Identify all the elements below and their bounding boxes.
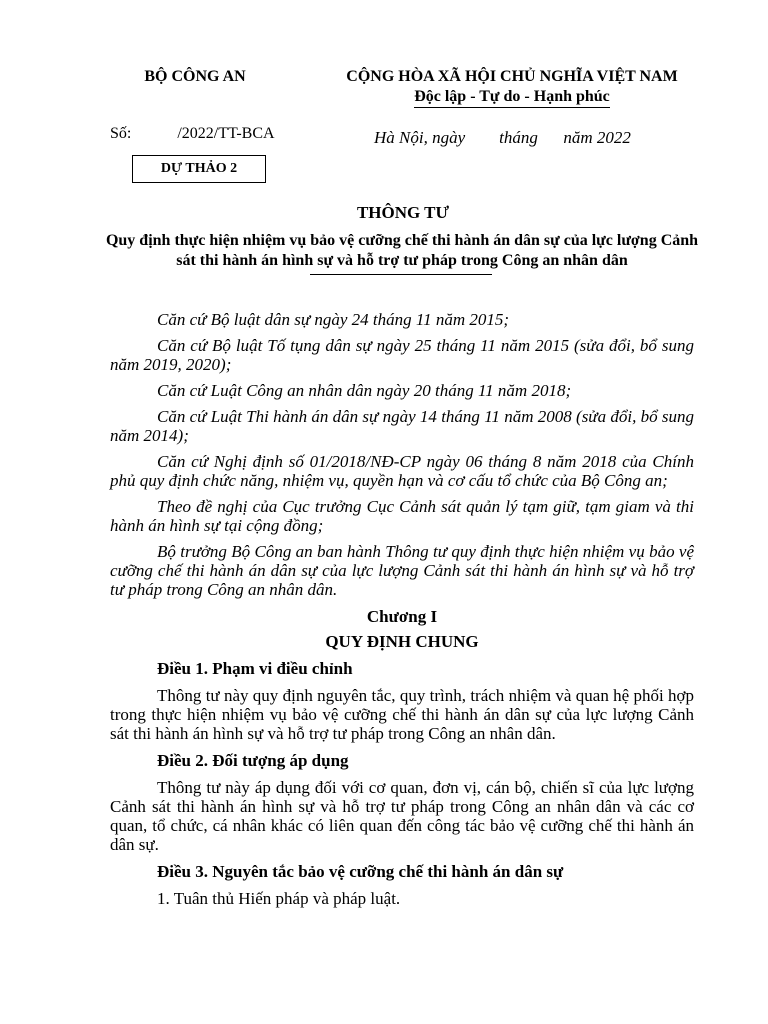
national-motto: Độc lập - Tự do - Hạnh phúc bbox=[414, 88, 610, 108]
article-heading: Điều 2. Đối tượng áp dụng bbox=[157, 751, 349, 770]
draft-badge: DỰ THẢO 2 bbox=[132, 155, 266, 183]
chapter-number: Chương I bbox=[366, 607, 438, 626]
document-number bbox=[110, 125, 275, 143]
chapter-title: QUY ĐỊNH CHUNG bbox=[325, 632, 479, 651]
nation-name: CỘNG HÒA XÃ HỘI CHỦ NGHĨA VIỆT NAM bbox=[346, 68, 678, 85]
document-type: THÔNG TƯ bbox=[356, 203, 450, 222]
national-heading bbox=[318, 68, 706, 108]
preamble-line: Căn cứ Luật Thi hành án dân sự ngày 14 tháng 11 năm 2008 (sửa đổi, bổ sung năm 2014); bbox=[110, 407, 694, 445]
title-divider bbox=[310, 274, 492, 275]
article-text: Thông tư này quy định nguyên tắc, quy trình, trách nhiệm và quan hệ phối hợp trong thực hiện nhiệm vụ bảo vệ cưỡng chế thi hành án dân sự của lực lượng Cảnh sát thi hành án hình sự và hỗ trợ tư pháp trong Công an nhân dân. bbox=[110, 686, 694, 743]
document-title: Quy định thực hiện nhiệm vụ bảo vệ cưỡng chế thi hành án dân sự của lực lượng Cảnh sát thi hành án hình sự và hỗ trợ tư pháp trong Công an nhân dân bbox=[105, 232, 699, 269]
preamble-line: Căn cứ Bộ luật Tố tụng dân sự ngày 25 tháng 11 năm 2015 (sửa đổi, bổ sung năm 2019, 2020); bbox=[110, 336, 694, 374]
preamble-line: Bộ trưởng Bộ Công an ban hành Thông tư quy định thực hiện nhiệm vụ bảo vệ cưỡng chế thi hành án dân sự của lực lượng Cảnh sát thi hành án hình sự và hỗ trợ tư pháp trong Công an nhân dân. bbox=[110, 542, 694, 599]
preamble-line: Theo đề nghị của Cục trưởng Cục Cảnh sát quản lý tạm giữ, tạm giam và thi hành án hình sự tại cộng đồng; bbox=[110, 497, 694, 535]
preamble-line: Căn cứ Nghị định số 01/2018/NĐ-CP ngày 06 tháng 8 năm 2018 của Chính phủ quy định chức năng, nhiệm vụ, quyền hạn và cơ cấu tổ chức của Bộ Công an; bbox=[110, 452, 694, 490]
place-and-date: Hà Nội, ngày tháng năm 2022 bbox=[374, 128, 631, 147]
article-heading: Điều 3. Nguyên tắc bảo vệ cưỡng chế thi hành án dân sự bbox=[157, 862, 564, 881]
number-value: /2022/TT-BCA bbox=[177, 125, 275, 142]
document-body bbox=[110, 310, 694, 916]
issuing-agency: BỘ CÔNG AN bbox=[144, 68, 246, 85]
article-text: Thông tư này áp dụng đối với cơ quan, đơn vị, cán bộ, chiến sĩ của lực lượng Cảnh sát thi hành án hình sự và hỗ trợ tư pháp trong Công an nhân dân và các cơ quan, tổ chức, cá nhân khác có liên quan đến công tác bảo vệ cưỡng chế thi hành án dân sự. bbox=[110, 778, 694, 854]
article-text: 1. Tuân thủ Hiến pháp và pháp luật. bbox=[157, 889, 401, 908]
article-heading: Điều 1. Phạm vi điều chỉnh bbox=[157, 659, 353, 678]
number-label: Số: bbox=[110, 125, 132, 142]
preamble-line: Căn cứ Luật Công an nhân dân ngày 20 tháng 11 năm 2018; bbox=[157, 381, 572, 400]
preamble-line: Căn cứ Bộ luật dân sự ngày 24 tháng 11 năm 2015; bbox=[157, 310, 510, 329]
